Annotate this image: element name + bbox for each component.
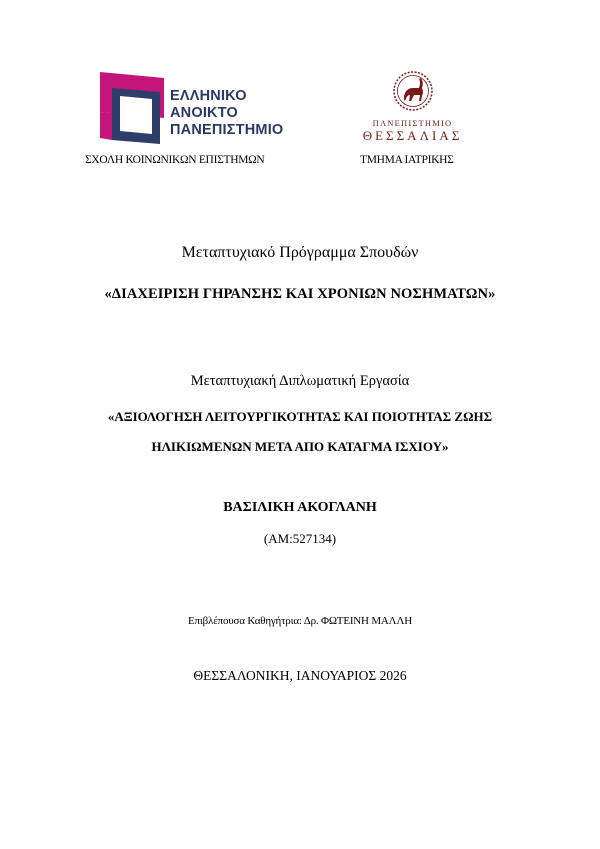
- uth-logo-line1: ΠΑΝΕΠΙΣΤΗΜΙΟ: [372, 118, 453, 128]
- thesis-title-line2: ΗΛΙΚΙΩΜΕΝΩΝ ΜΕΤΑ ΑΠΟ ΚΑΤΑΓΜΑ ΙΣΧΙΟΥ»: [151, 439, 449, 454]
- program-label: Μεταπτυχιακό Πρόγραμμα Σπουδών: [181, 244, 419, 261]
- uth-logo-line2: ΘΕΣΣΑΛΙΑΣ: [362, 128, 463, 143]
- supervisor: Επιβλέπουσα Καθηγήτρια: Δρ. ΦΩΤΕΙΝΗ ΜΑΛΛΗ: [188, 615, 412, 627]
- thesis-label: Μεταπτυχιακή Διπλωματική Εργασία: [190, 373, 410, 389]
- eap-emblem-icon: [98, 72, 168, 144]
- school-right: ΤΜΗΜΑ ΙΑΤΡΙΚΗΣ: [360, 154, 454, 166]
- centaur-emblem-icon: [392, 68, 434, 114]
- eap-logo-line1: ΕΛΛΗΝΙΚΟ: [170, 88, 247, 104]
- program-title: «ΔΙΑΧΕΙΡΙΣΗ ΓΗΡΑΝΣΗΣ ΚΑΙ ΧΡΟΝΙΩΝ ΝΟΣΗΜΑΤΩΝ»: [104, 286, 496, 302]
- place-date: ΘΕΣΣΑΛΟΝΙΚΗ, ΙΑΝΟΥΑΡΙΟΣ 2026: [193, 668, 407, 683]
- school-left: ΣΧΟΛΗ ΚΟΙΝΩΝΙΚΩΝ ΕΠΙΣΤΗΜΩΝ: [85, 154, 265, 166]
- author-name: ΒΑΣΙΛΙΚΗ ΑΚΟΓΛΑΝΗ: [223, 500, 377, 515]
- eap-logo-line3: ΠΑΝΕΠΙΣΤΗΜΙΟ: [170, 122, 284, 138]
- thesis-title-line1: «ΑΞΙΟΛΟΓΗΣΗ ΛΕΙΤΟΥΡΓΙΚΟΤΗΤΑΣ ΚΑΙ ΠΟΙΟΤΗΤΑΣ ΖΩΗΣ: [107, 409, 493, 424]
- eap-logo-line2: ΑΝΟΙΚΤΟ: [170, 105, 238, 121]
- uth-logo: [355, 68, 470, 148]
- eap-logo: [98, 72, 288, 144]
- author-id: (ΑΜ:527134): [263, 531, 337, 546]
